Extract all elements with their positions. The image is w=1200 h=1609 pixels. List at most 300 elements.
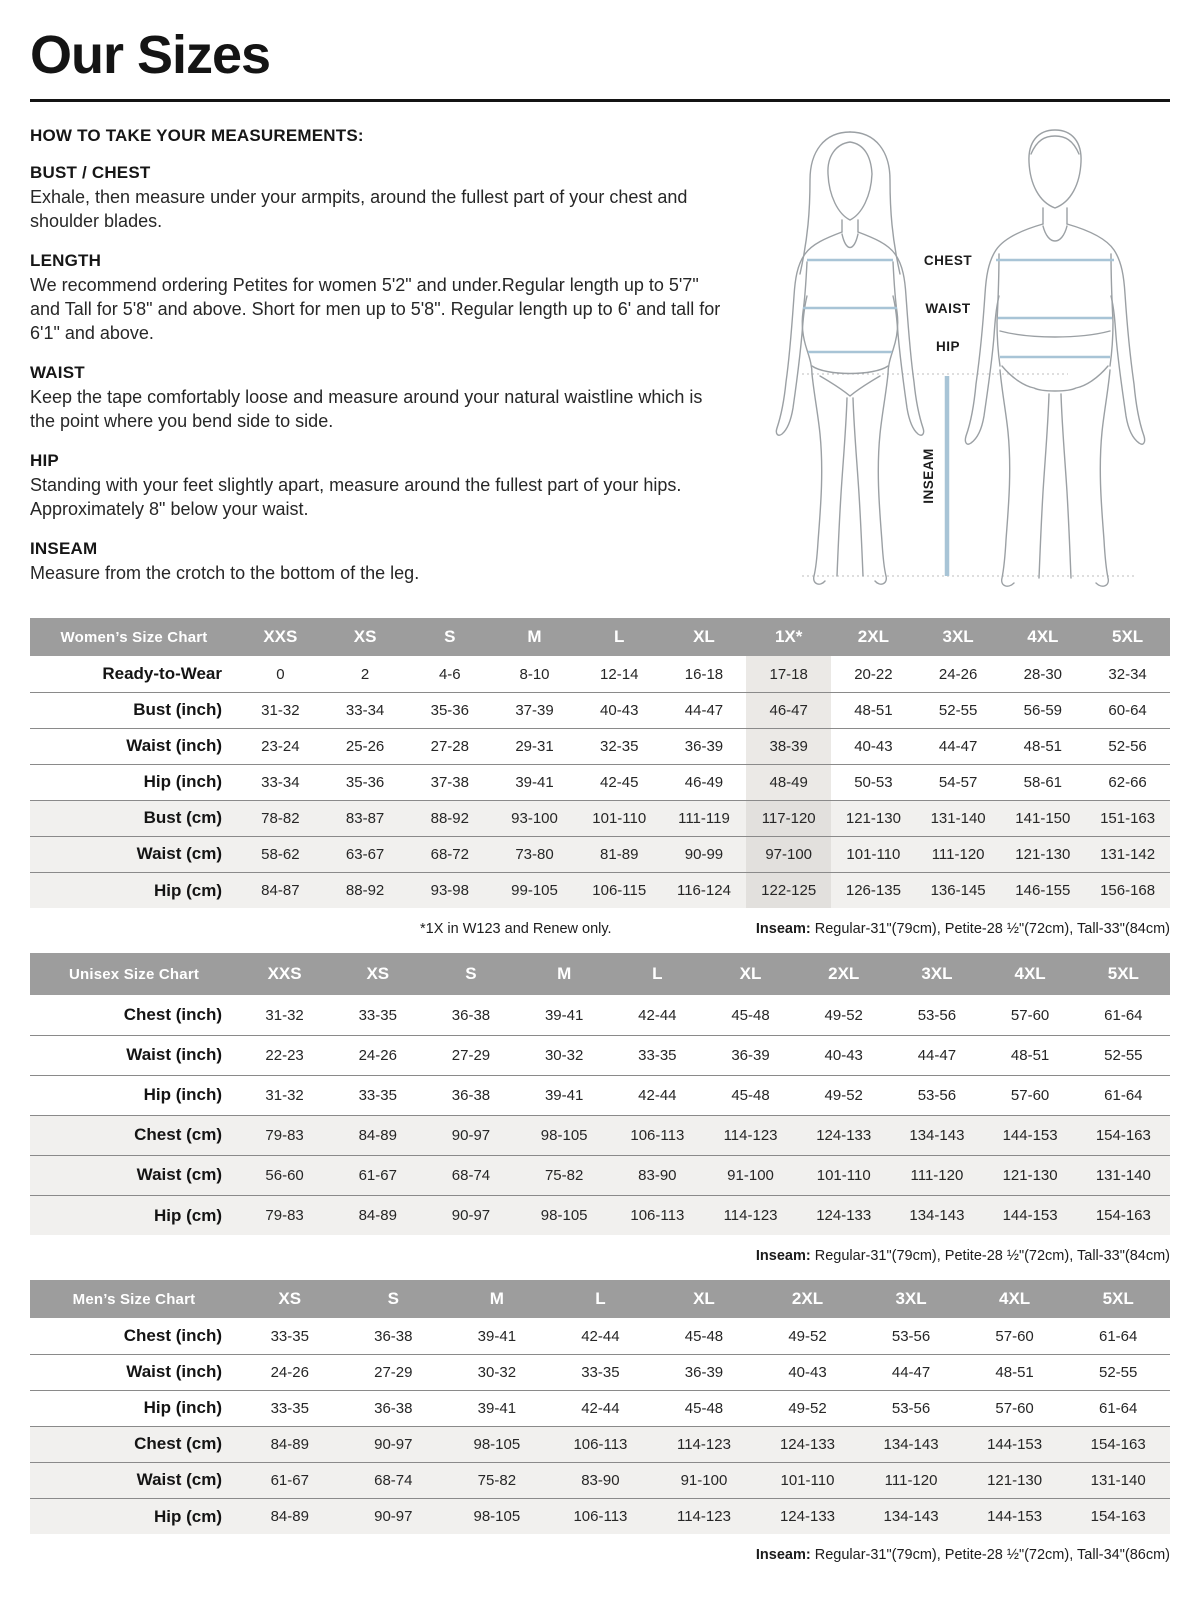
size-cell: 154-163: [1090, 1435, 1146, 1453]
size-cell: 79-83: [265, 1207, 304, 1225]
size-cell: 56-59: [1023, 701, 1063, 719]
size-column-header: L: [549, 1280, 653, 1318]
size-column-header: 5XL: [1077, 953, 1170, 995]
size-cell: 114-123: [676, 1435, 731, 1453]
size-cell: 52-55: [1104, 1046, 1143, 1064]
size-cell: 20-22: [854, 665, 893, 683]
size-cell: 122-125: [746, 872, 831, 908]
instructions-heading: HOW TO TAKE YOUR MEASUREMENTS:: [30, 126, 364, 146]
table-row: [30, 800, 1170, 836]
size-cell: 36-39: [684, 1363, 724, 1381]
size-cell: 42-44: [581, 1399, 620, 1417]
size-cell: 36-38: [374, 1399, 413, 1417]
size-cell: 52-55: [1099, 1363, 1138, 1381]
size-column-header: M: [518, 953, 611, 995]
size-cell: 50-53: [854, 773, 893, 791]
size-cell: 24-26: [938, 665, 978, 683]
size-cell: 124-133: [779, 1508, 836, 1526]
table-row: [30, 872, 1170, 908]
size-cell: 83-90: [638, 1166, 677, 1184]
table-row: [30, 1354, 1170, 1390]
size-column-header: S: [407, 618, 492, 656]
table-row: [30, 1498, 1170, 1534]
size-cell: 30-32: [477, 1363, 517, 1381]
row-label: Chest (cm): [134, 1434, 222, 1454]
size-cell: 8-10: [519, 665, 550, 683]
size-cell: 134-143: [909, 1126, 965, 1144]
size-cell: 48-49: [746, 764, 831, 800]
size-column-header: XL: [662, 618, 747, 656]
size-cell: 0: [276, 665, 285, 683]
size-cell: 154-163: [1090, 1508, 1146, 1526]
size-cell: 117-120: [746, 800, 831, 836]
size-cell: 106-113: [630, 1207, 685, 1225]
size-cell: 144-153: [1002, 1207, 1058, 1225]
size-cell: 124-133: [816, 1126, 872, 1144]
size-column-header: 3XL: [890, 953, 983, 995]
row-label: Bust (inch): [133, 700, 222, 720]
size-cell: 32-35: [600, 737, 639, 755]
table-title: Women’s Size Chart: [30, 618, 238, 656]
size-column-header: 4XL: [1000, 618, 1085, 656]
size-cell: 33-35: [581, 1363, 620, 1381]
size-cell: 97-100: [746, 836, 831, 872]
size-cell: 40-43: [788, 1363, 827, 1381]
title-divider: [30, 99, 1170, 102]
table-row: [30, 1318, 1170, 1354]
size-cell: 78-82: [261, 809, 300, 827]
size-cell: 40-43: [600, 701, 639, 719]
size-cell: 144-153: [987, 1508, 1043, 1526]
size-cell: 114-123: [723, 1126, 778, 1144]
womens-inseam-note: [756, 921, 1170, 937]
size-cell: 124-133: [779, 1435, 836, 1453]
size-cell: 49-52: [824, 1086, 863, 1104]
size-cell: 28-30: [1023, 665, 1063, 683]
size-cell: 131-140: [930, 809, 986, 827]
section-title-bust-chest: BUST / CHEST: [30, 163, 151, 183]
size-cell: 16-18: [684, 665, 724, 683]
size-cell: 88-92: [430, 809, 469, 827]
size-cell: 33-34: [345, 701, 385, 719]
row-label: Waist (cm): [136, 1470, 222, 1490]
page-title: Our Sizes: [30, 25, 271, 85]
female-figure-outline: [776, 132, 923, 584]
size-column-header: XS: [323, 618, 408, 656]
row-label: Hip (inch): [143, 1398, 222, 1418]
size-cell: 46-49: [684, 773, 724, 791]
size-cell: 42-44: [638, 1006, 677, 1024]
size-column-header: 2XL: [831, 618, 916, 656]
size-cell: 48-51: [854, 701, 893, 719]
size-cell: 33-35: [270, 1327, 309, 1345]
size-cell: 141-150: [1015, 809, 1071, 827]
size-cell: 36-39: [684, 737, 724, 755]
size-column-header: S: [342, 1280, 446, 1318]
size-cell: 83-90: [581, 1471, 620, 1489]
inseam-note-label: Inseam:: [755, 921, 811, 938]
size-column-header: XS: [331, 953, 424, 995]
row-label: Hip (cm): [154, 880, 222, 900]
size-cell: 116-124: [676, 882, 731, 900]
size-cell: 61-64: [1099, 1399, 1138, 1417]
size-cell: 98-105: [540, 1207, 588, 1225]
size-cell: 101-110: [816, 1166, 871, 1184]
size-column-header: L: [577, 618, 662, 656]
size-cell: 31-32: [265, 1086, 304, 1104]
size-cell: 68-74: [451, 1166, 491, 1184]
size-cell: 106-113: [630, 1126, 685, 1144]
unisex-table-notes: [30, 1248, 1170, 1264]
size-cell: 114-123: [676, 1508, 731, 1526]
womens-size-table: [30, 618, 1170, 908]
hip-label: HIP: [935, 339, 961, 355]
inseam-label: INSEAM: [921, 448, 936, 505]
size-column-header: 5XL: [1066, 1280, 1170, 1318]
size-cell: 36-38: [451, 1086, 491, 1104]
unisex-inseam-note: [756, 1248, 1170, 1264]
size-cell: 90-97: [374, 1508, 413, 1526]
size-cell: 61-64: [1104, 1006, 1143, 1024]
size-cell: 58-61: [1023, 773, 1063, 791]
size-cell: 36-38: [374, 1327, 413, 1345]
size-cell: 53-56: [917, 1006, 957, 1024]
size-cell: 106-115: [592, 882, 647, 900]
size-column-header: 5XL: [1085, 618, 1170, 656]
size-column-header: 1X*: [746, 618, 831, 656]
size-cell: 33-35: [270, 1399, 309, 1417]
section-title-inseam: INSEAM: [30, 538, 98, 558]
inseam-note-label: Inseam:: [755, 1547, 811, 1564]
size-cell: 37-38: [430, 773, 469, 791]
size-cell: 111-119: [678, 809, 730, 827]
size-cell: 84-87: [261, 882, 300, 900]
size-cell: 52-55: [938, 701, 978, 719]
size-cell: 39-41: [544, 1006, 584, 1024]
size-cell: 124-133: [816, 1207, 872, 1225]
size-cell: 35-36: [345, 773, 385, 791]
size-cell: 68-72: [430, 845, 469, 863]
size-cell: 35-36: [430, 701, 469, 719]
size-cell: 33-35: [358, 1086, 397, 1104]
size-cell: 98-105: [540, 1126, 588, 1144]
table-row: [30, 1035, 1170, 1075]
size-cell: 58-62: [261, 845, 300, 863]
size-cell: 49-52: [788, 1399, 827, 1417]
size-cell: 101-110: [846, 845, 901, 863]
row-label: Chest (inch): [123, 1326, 222, 1346]
table-row: [30, 836, 1170, 872]
size-cell: 91-100: [727, 1166, 774, 1184]
size-cell: 99-105: [511, 882, 558, 900]
size-cell: 98-105: [473, 1508, 521, 1526]
section-body-waist: Keep the tape comfortably loose and measure around your natural waistline which is the point where you bend side to side.: [30, 387, 703, 432]
size-cell: 33-35: [358, 1006, 397, 1024]
size-column-header: 4XL: [963, 1280, 1067, 1318]
size-cell: 27-28: [430, 737, 469, 755]
row-label: Hip (cm): [154, 1205, 222, 1225]
size-cell: 24-26: [358, 1046, 397, 1064]
size-cell: 48-51: [1010, 1046, 1050, 1064]
table-row: [30, 1155, 1170, 1195]
size-cell: 144-153: [1002, 1126, 1058, 1144]
inseam-note-text: Regular-31"(79cm), Petite-28 ½"(72cm), Tall-33"(84cm): [810, 1248, 1170, 1265]
size-cell: 23-24: [261, 737, 300, 755]
size-cell: 90-97: [451, 1126, 491, 1144]
row-label: Waist (cm): [136, 1165, 222, 1185]
section-body-length: We recommend ordering Petites for women 5'2" and under.Regular length up to 5'7" and Tall for 5'8" and above. Short for men up to 5'8". Regular length up to 6' and tall for 6'1" and above.: [30, 275, 721, 344]
size-cell: 91-100: [680, 1471, 728, 1489]
size-cell: 68-74: [374, 1471, 413, 1489]
size-cell: 134-143: [883, 1508, 939, 1526]
size-cell: 49-52: [824, 1006, 863, 1024]
size-cell: 88-92: [345, 882, 385, 900]
waist-label: WAIST: [925, 301, 971, 317]
size-cell: 38-39: [746, 728, 831, 764]
body-measurement-figures: [750, 126, 1170, 604]
size-cell: 54-57: [938, 773, 978, 791]
table-row: [30, 1115, 1170, 1155]
size-cell: 56-60: [265, 1166, 304, 1184]
womens-table-notes: [30, 921, 1170, 937]
size-cell: 29-31: [515, 737, 554, 755]
table-row: [30, 1195, 1170, 1235]
size-cell: 22-23: [265, 1046, 304, 1064]
table-row: [30, 1390, 1170, 1426]
size-cell: 24-26: [270, 1363, 309, 1381]
size-cell: 61-67: [358, 1166, 397, 1184]
size-cell: 45-48: [684, 1327, 724, 1345]
size-cell: 84-89: [358, 1126, 397, 1144]
measurement-diagram: [750, 126, 1170, 604]
mens-table-notes: [30, 1547, 1170, 1563]
size-column-header: M: [445, 1280, 549, 1318]
size-cell: 63-67: [345, 845, 385, 863]
section-title-waist: WAIST: [30, 363, 85, 383]
size-cell: 90-97: [451, 1207, 491, 1225]
section-body-hip: Standing with your feet slightly apart, measure around the fullest part of your hips. Approximately 8" below your waist.: [30, 474, 682, 519]
size-cell: 111-120: [910, 1166, 964, 1184]
row-label: Ready-to-Wear: [102, 664, 222, 684]
size-cell: 126-135: [845, 882, 901, 900]
size-cell: 53-56: [891, 1327, 931, 1345]
size-cell: 32-34: [1108, 665, 1147, 683]
section-title-hip: HIP: [30, 450, 59, 470]
size-column-header: 4XL: [984, 953, 1077, 995]
size-cell: 84-89: [358, 1207, 397, 1225]
section-body-inseam: Measure from the crotch to the bottom of the leg.: [30, 562, 420, 583]
size-column-header: XL: [704, 953, 797, 995]
intro-section: [30, 126, 1170, 604]
size-cell: 131-142: [1100, 845, 1156, 863]
size-cell: 12-14: [600, 665, 639, 683]
table-row: [30, 692, 1170, 728]
table-row: [30, 1426, 1170, 1462]
size-cell: 42-44: [581, 1327, 620, 1345]
size-cell: 57-60: [995, 1327, 1034, 1345]
size-cell: 45-48: [731, 1006, 770, 1024]
size-cell: 44-47: [891, 1363, 931, 1381]
size-cell: 61-67: [270, 1471, 309, 1489]
inseam-note-text: Regular-31"(79cm), Petite-28 ½"(72cm), Tall-34"(86cm): [810, 1547, 1170, 1564]
size-cell: 53-56: [891, 1399, 931, 1417]
size-cell: 4-6: [438, 665, 461, 683]
size-cell: 114-123: [723, 1207, 778, 1225]
table-row: [30, 1075, 1170, 1115]
size-cell: 39-41: [477, 1327, 517, 1345]
size-cell: 121-130: [1015, 845, 1071, 863]
size-cell: 27-29: [451, 1046, 491, 1064]
row-label: Waist (inch): [126, 1045, 222, 1065]
row-label: Hip (inch): [143, 1085, 222, 1105]
size-cell: 44-47: [938, 737, 978, 755]
size-cell: 111-120: [931, 845, 985, 863]
table-row: [30, 995, 1170, 1035]
size-column-header: 3XL: [916, 618, 1001, 656]
size-cell: 39-41: [515, 773, 554, 791]
size-cell: 121-130: [987, 1471, 1043, 1489]
size-cell: 73-80: [515, 845, 554, 863]
size-cell: 106-113: [573, 1508, 628, 1526]
row-label: Hip (inch): [143, 772, 222, 792]
size-column-header: 2XL: [797, 953, 890, 995]
size-cell: 131-140: [1090, 1471, 1146, 1489]
size-cell: 30-32: [544, 1046, 584, 1064]
size-cell: 93-98: [430, 882, 469, 900]
size-cell: 111-120: [884, 1471, 938, 1489]
row-label: Bust (cm): [143, 808, 222, 828]
size-cell: 49-52: [788, 1327, 827, 1345]
size-column-header: 3XL: [859, 1280, 963, 1318]
size-cell: 62-66: [1108, 773, 1147, 791]
row-label: Chest (inch): [123, 1005, 222, 1025]
size-cell: 39-41: [544, 1086, 584, 1104]
size-cell: 45-48: [731, 1086, 770, 1104]
size-cell: 90-99: [684, 845, 724, 863]
section-body-bust-chest: Exhale, then measure under your armpits, around the fullest part of your chest and shoulder blades.: [30, 187, 688, 232]
size-cell: 61-64: [1104, 1086, 1143, 1104]
table-row: [30, 728, 1170, 764]
size-cell: 121-130: [845, 809, 901, 827]
size-cell: 101-110: [592, 809, 647, 827]
size-cell: 44-47: [684, 701, 724, 719]
size-cell: 57-60: [1010, 1086, 1050, 1104]
size-cell: 42-44: [638, 1086, 677, 1104]
table-title: Unisex Size Chart: [30, 953, 238, 995]
size-cell: 48-51: [995, 1363, 1034, 1381]
dashed-reference-lines: [802, 374, 1135, 576]
size-column-header: XL: [652, 1280, 756, 1318]
size-cell: 79-83: [265, 1126, 304, 1144]
section-title-length: LENGTH: [30, 251, 102, 271]
size-cell: 27-29: [374, 1363, 413, 1381]
row-label: Waist (inch): [126, 1362, 222, 1382]
size-cell: 151-163: [1100, 809, 1156, 827]
size-cell: 40-43: [854, 737, 893, 755]
size-cell: 57-60: [1010, 1006, 1050, 1024]
inseam-note-text: Regular-31"(79cm), Petite-28 ½"(72cm), Tall-33"(84cm): [810, 921, 1170, 938]
size-cell: 146-155: [1015, 882, 1071, 900]
size-cell: 46-47: [746, 692, 831, 728]
size-cell: 93-100: [511, 809, 558, 827]
size-cell: 36-39: [731, 1046, 770, 1064]
size-cell: 31-32: [261, 701, 300, 719]
size-cell: 90-97: [374, 1435, 413, 1453]
size-cell: 121-130: [1002, 1166, 1058, 1184]
size-cell: 84-89: [270, 1435, 309, 1453]
size-cell: 136-145: [930, 882, 986, 900]
size-cell: 106-113: [573, 1435, 628, 1453]
size-cell: 37-39: [515, 701, 554, 719]
mens-inseam-note: [756, 1547, 1170, 1563]
table-row: [30, 764, 1170, 800]
size-cell: 2: [360, 665, 370, 683]
size-cell: 98-105: [473, 1435, 521, 1453]
size-cell: 53-56: [917, 1086, 957, 1104]
size-column-header: XXS: [238, 953, 331, 995]
unisex-size-table: [30, 953, 1170, 1235]
size-column-header: XS: [238, 1280, 342, 1318]
size-cell: 45-48: [684, 1399, 724, 1417]
size-cell: 25-26: [345, 737, 385, 755]
inseam-note-label: Inseam:: [755, 1248, 811, 1265]
size-column-header: M: [492, 618, 577, 656]
size-cell: 40-43: [824, 1046, 863, 1064]
size-column-header: S: [424, 953, 517, 995]
row-label: Waist (cm): [136, 844, 222, 864]
size-cell: 144-153: [987, 1435, 1043, 1453]
table-row: [30, 656, 1170, 692]
size-cell: 44-47: [917, 1046, 957, 1064]
size-cell: 81-89: [600, 845, 639, 863]
size-cell: 52-56: [1108, 737, 1147, 755]
size-cell: 154-163: [1095, 1126, 1151, 1144]
row-label: Hip (cm): [154, 1506, 222, 1526]
size-column-header: 2XL: [756, 1280, 860, 1318]
size-cell: 156-168: [1100, 882, 1156, 900]
size-cell: 75-82: [544, 1166, 584, 1184]
size-cell: 75-82: [477, 1471, 517, 1489]
size-column-header: XXS: [238, 618, 323, 656]
mens-size-table: [30, 1280, 1170, 1534]
size-cell: 33-34: [261, 773, 300, 791]
size-cell: 42-45: [600, 773, 639, 791]
size-cell: 101-110: [780, 1471, 835, 1489]
size-cell: 31-32: [265, 1006, 304, 1024]
measurement-instructions: [30, 126, 730, 585]
row-label: Chest (cm): [134, 1125, 222, 1145]
footnote-1x: *1X in W123 and Renew only.: [420, 921, 612, 938]
size-cell: 83-87: [345, 809, 385, 827]
size-cell: 131-140: [1095, 1166, 1151, 1184]
size-cell: 134-143: [883, 1435, 939, 1453]
chest-label: CHEST: [923, 253, 973, 269]
size-cell: 17-18: [746, 656, 831, 692]
size-cell: 39-41: [477, 1399, 517, 1417]
size-cell: 33-35: [638, 1046, 677, 1064]
size-column-header: L: [611, 953, 704, 995]
size-cell: 84-89: [270, 1508, 309, 1526]
size-cell: 61-64: [1099, 1327, 1138, 1345]
table-title: Men’s Size Chart: [30, 1280, 238, 1318]
size-cell: 36-38: [451, 1006, 491, 1024]
table-row: [30, 1462, 1170, 1498]
row-label: Waist (inch): [126, 736, 222, 756]
size-cell: 57-60: [995, 1399, 1034, 1417]
size-cell: 60-64: [1108, 701, 1147, 719]
size-cell: 48-51: [1023, 737, 1063, 755]
size-cell: 154-163: [1095, 1207, 1151, 1225]
